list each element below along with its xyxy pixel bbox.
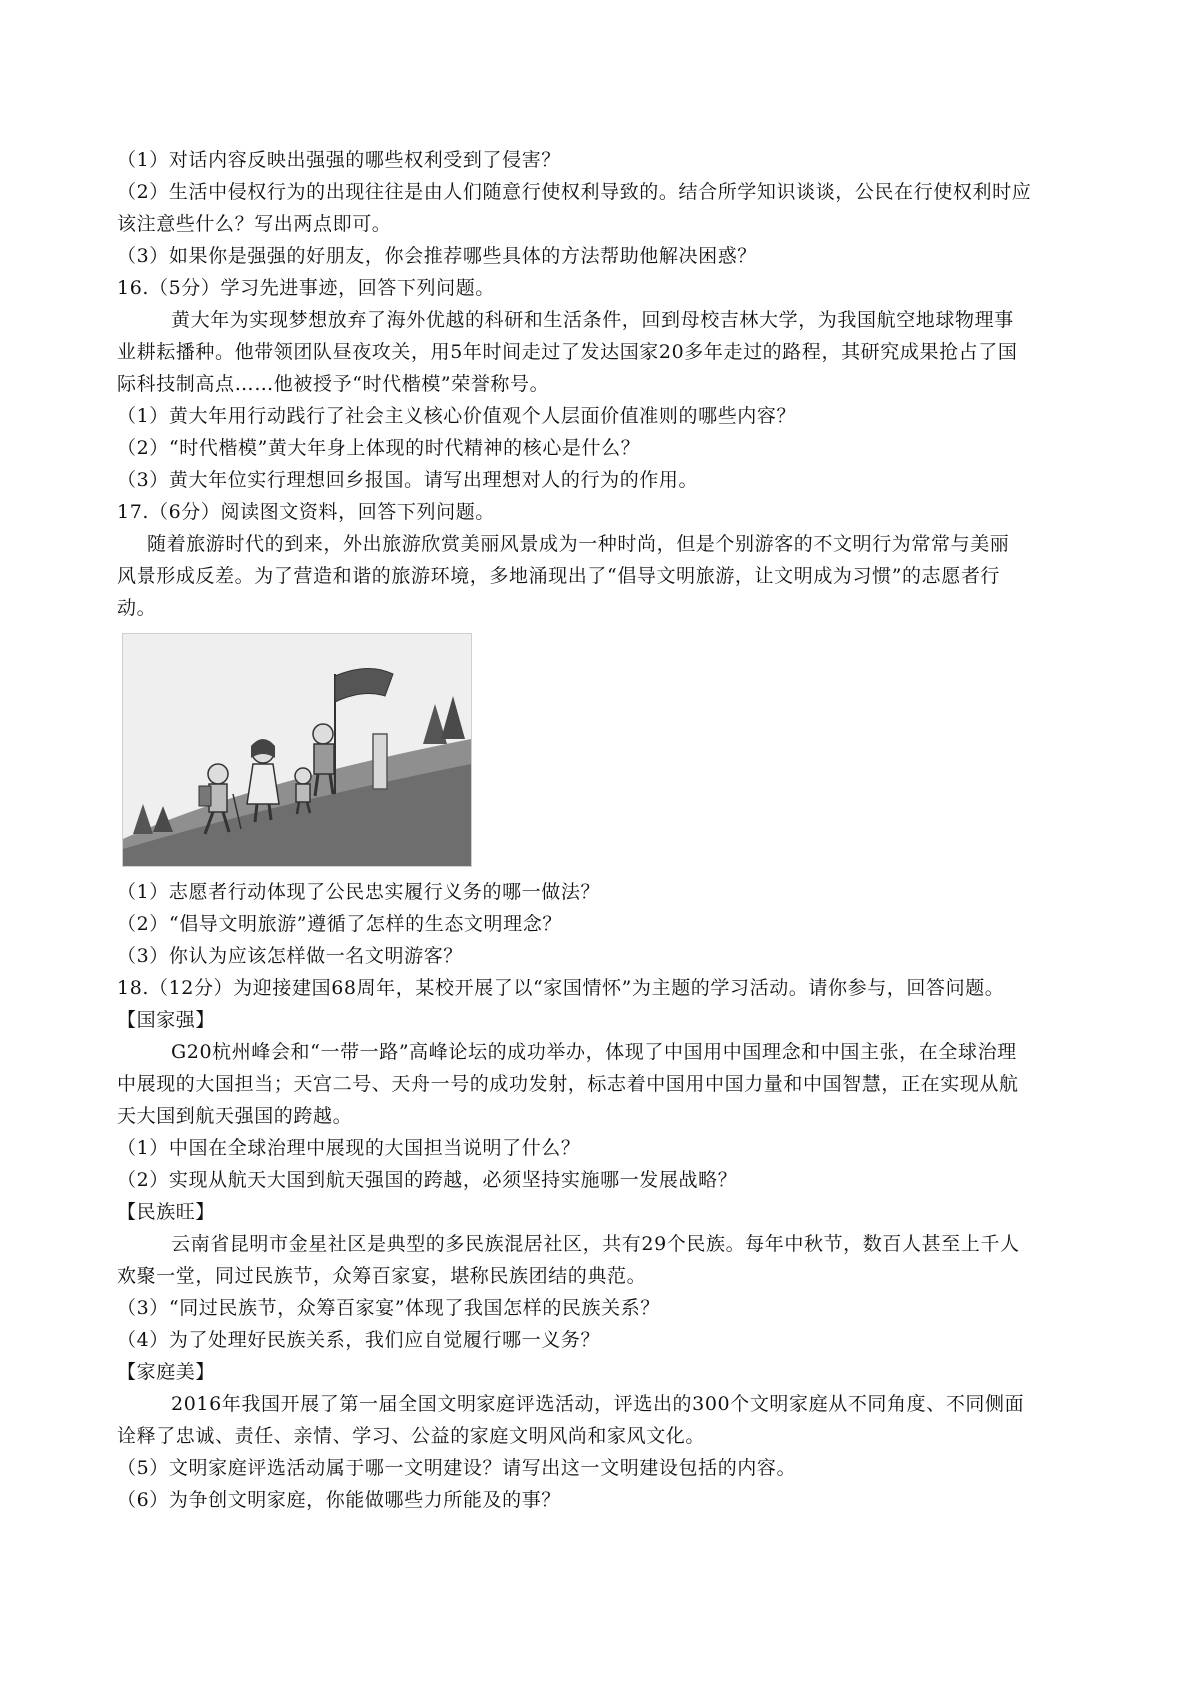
q18-subquestion-3: （3）“同过民族节，众筹百家宴”体现了我国怎样的民族关系？	[117, 1297, 660, 1319]
q18-subquestion-1: （1）中国在全球治理中展现的大国担当说明了什么？	[117, 1137, 581, 1159]
q18-section-title-country: 【国家强】	[117, 1009, 216, 1031]
q18-subquestion-6: （6）为争创文明家庭，你能做哪些力所能及的事？	[117, 1489, 561, 1511]
q16-material-line-2: 业耕耘播种。他带领团队昼夜攻关，用5年时间走过了发达国家20多年走过的路程，其研究成果抢占了国	[117, 341, 1018, 363]
q17-material-line-1: 随着旅游时代的到来，外出旅游欣赏美丽风景成为一种时尚，但是个别游客的不文明行为常常与美丽	[147, 533, 1010, 555]
q17-material-line-3: 动。	[117, 597, 157, 619]
q18-section-1-line-3: 天大国到航天强国的跨越。	[117, 1105, 353, 1127]
q16-subquestion-3: （3）黄大年位实行理想回乡报国。请写出理想对人的行为的作用。	[117, 469, 699, 491]
volunteer-illustration	[122, 633, 472, 867]
q16-subquestion-2: （2）“时代楷模”黄大年身上体现的时代精神的核心是什么？	[117, 437, 641, 459]
q16-material-line-3: 际科技制高点……他被授予“时代楷模”荣誉称号。	[117, 373, 550, 395]
q15-subquestion-2-line-1: （2）生活中侵权行为的出现往往是由人们随意行使权利导致的。结合所学知识谈谈，公民在行使权利时应	[117, 181, 1032, 203]
q18-section-3-line-1: 2016年我国开展了第一届全国文明家庭评选活动，评选出的300个文明家庭从不同角度、不同侧面	[171, 1393, 1025, 1415]
q17-subquestion-1: （1）志愿者行动体现了公民忠实履行义务的哪一做法？	[117, 881, 601, 903]
q16-material-line-1: 黄大年为实现梦想放弃了海外优越的科研和生活条件，回到母校吉林大学，为我国航空地球物理事	[171, 309, 1014, 331]
q17-material-line-2: 风景形成反差。为了营造和谐的旅游环境，多地涌现出了“倡导文明旅游，让文明成为习惯”的志愿者行	[117, 565, 1001, 587]
q18-subquestion-2: （2）实现从航天大国到航天强国的跨越，必须坚持实施哪一发展战略？	[117, 1169, 738, 1191]
q18-section-title-family: 【家庭美】	[117, 1361, 216, 1383]
q16-heading: 16.（5分）学习先进事迹，回答下列问题。	[117, 277, 495, 299]
q15-subquestion-2-line-2: 该注意些什么？写出两点即可。	[117, 213, 392, 235]
q17-subquestion-3: （3）你认为应该怎样做一名文明游客？	[117, 945, 463, 967]
q18-section-2-line-2: 欢聚一堂，同过民族节，众筹百家宴，堪称民族团结的典范。	[117, 1265, 647, 1287]
q15-subquestion-3: （3）如果你是强强的好朋友，你会推荐哪些具体的方法帮助他解决困惑？	[117, 245, 757, 267]
q16-subquestion-1: （1）黄大年用行动践行了社会主义核心价值观个人层面价值准则的哪些内容？	[117, 405, 797, 427]
q18-section-title-ethnic: 【民族旺】	[117, 1201, 216, 1223]
q18-heading: 18.（12分）为迎接建国68周年，某校开展了以“家国情怀”为主题的学习活动。请你参与，回答问题。	[117, 977, 1005, 999]
q18-subquestion-5: （5）文明家庭评选活动属于哪一文明建设？请写出这一文明建设包括的内容。	[117, 1457, 797, 1479]
q17-heading: 17.（6分）阅读图文资料，回答下列问题。	[117, 501, 495, 523]
q18-section-1-line-1: G20杭州峰会和“一带一路”高峰论坛的成功举办，体现了中国用中国理念和中国主张，在全球治理	[171, 1041, 1017, 1063]
q18-section-2-line-1: 云南省昆明市金星社区是典型的多民族混居社区，共有29个民族。每年中秋节，数百人甚至上千人	[171, 1233, 1020, 1255]
q18-subquestion-4: （4）为了处理好民族关系，我们应自觉履行哪一义务？	[117, 1329, 601, 1351]
q15-subquestion-1: （1）对话内容反映出强强的哪些权利受到了侵害？	[117, 149, 561, 171]
q18-section-1-line-2: 中展现的大国担当；天宫二号、天舟一号的成功发射，标志着中国用中国力量和中国智慧，正在实现从航	[117, 1073, 1019, 1095]
q17-subquestion-2: （2）“倡导文明旅游”遵循了怎样的生态文明理念？	[117, 913, 562, 935]
q18-section-3-line-2: 诠释了忠诚、责任、亲情、学习、公益的家庭文明风尚和家风文化。	[117, 1425, 706, 1447]
